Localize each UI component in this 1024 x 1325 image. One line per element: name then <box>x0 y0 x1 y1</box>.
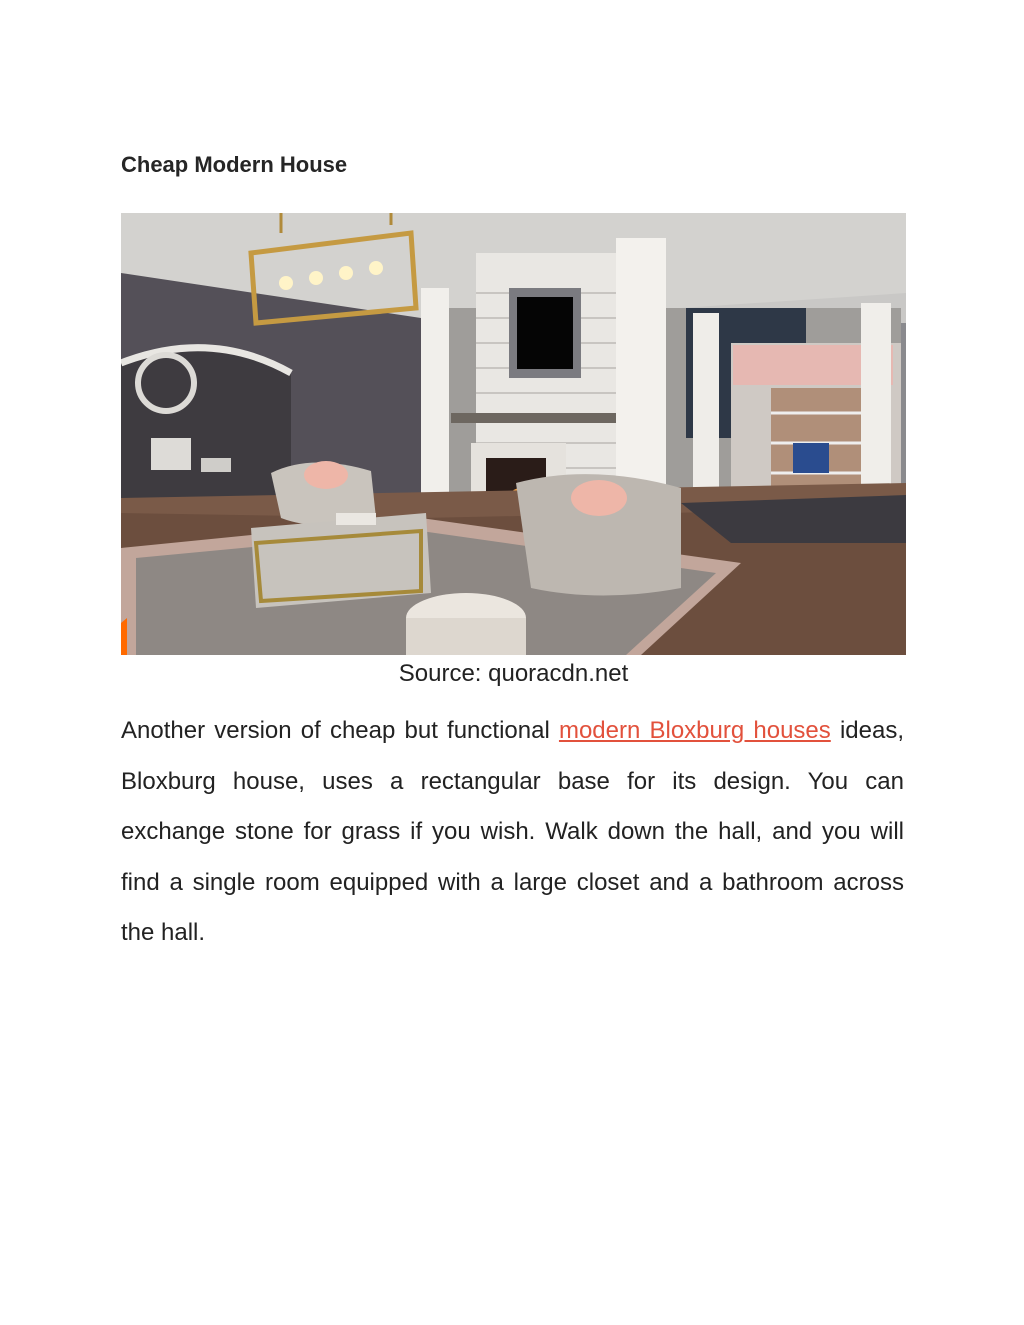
article-paragraph <box>121 706 904 959</box>
living-room-image <box>121 213 906 655</box>
paragraph-text-after-link: ideas, Bloxburg house, uses a rectangular base for its design. You can exchange stone for grass if you wish. Walk down the hall, and you will find a single room equipped with a large closet and a bathroom across the hall. <box>121 717 904 946</box>
bloxburg-houses-link[interactable]: modern Bloxburg houses <box>558 717 831 744</box>
paragraph-text-before-link: Another version of cheap but functional <box>121 717 559 744</box>
image-caption: Source: quoracdn.net <box>398 660 629 687</box>
article-heading: Cheap Modern House <box>121 152 348 177</box>
